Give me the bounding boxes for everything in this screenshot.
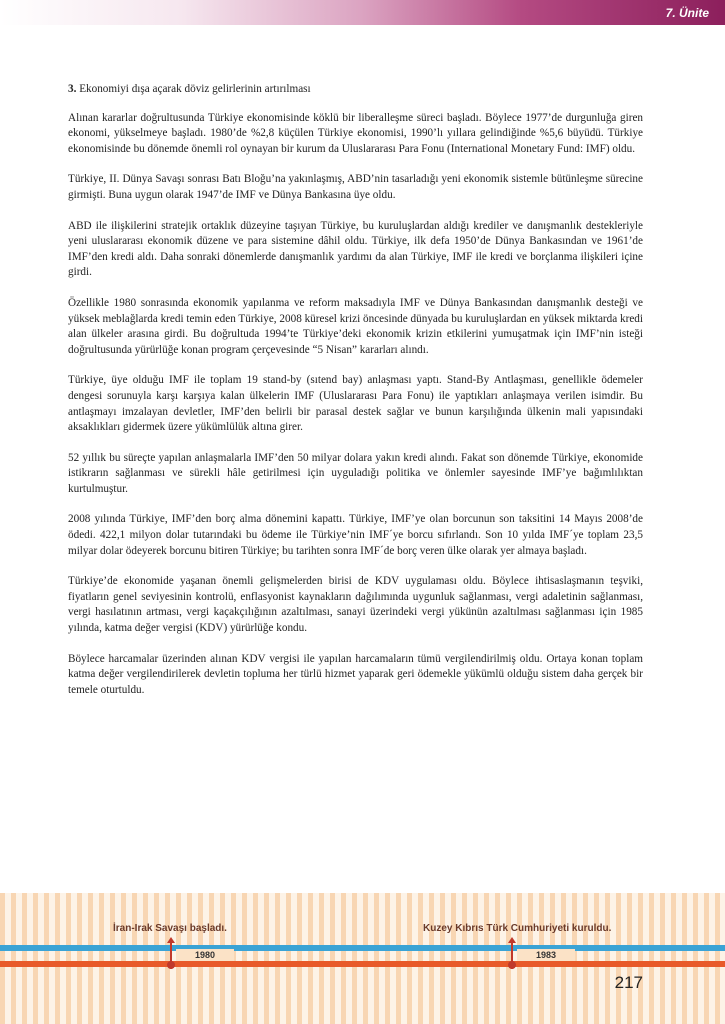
paragraph: Alınan kararlar doğrultusunda Türkiye ekonomisinde köklü bir liberalleşme süreci başladı. Böylece 1977’de durgunluğa giren ekonomi, yükselmeye başladı. 1980’de %2,8 küçülen Türkiye ekonomisi, 1990’lı yıllara gelindiğinde %5,6 büyüdü. Türkiye ekonomisinde bu dönemde önemli rol oynayan bir kurum da Uluslararası Para Fonu (International Monetary Fund: IMF) oldu. — [68, 111, 643, 155]
paragraph: Türkiye, II. Dünya Savaşı sonrası Batı Bloğu’na yakınlaşmış, ABD’nin tasarladığı yeni ekonomik sistemle bütünleşme sürecine girmişti. Buna uygun olarak 1947’de IMF ve Dünya Bankasına üye oldu. — [68, 173, 643, 201]
paragraph: ABD ile ilişkilerini stratejik ortaklık düzeyine taşıyan Türkiye, bu kuruluşlardan aldığı krediler ve danışmanlık destekleriyle yeni uluslararası ekonomik düzene ve para sistemine dâhil oldu. Türkiye, ilk defa 1950’de Dünya Bankasından ve 1961’de IMF’den kredi aldı. Daha sonraki dönemlerde danışmanlık yardımı da alan Türkiye, IMF ile kredi ve borçlanma ilişkileri içine girdi. — [68, 219, 643, 279]
timeline-year-1983: 1983 — [517, 949, 575, 961]
section-number: 3. — [68, 83, 77, 95]
timeline-year-1980: 1980 — [176, 949, 234, 961]
timeline-event-label: İran-Irak Savaşı başladı. — [113, 923, 227, 934]
section-title: Ekonomiyi dışa açarak döviz gelirlerinin artırılması — [76, 83, 311, 95]
timeline-event-label: Kuzey Kıbrıs Türk Cumhuriyeti kuruldu. — [423, 923, 612, 934]
timeline-band — [0, 893, 725, 1024]
section-heading — [68, 82, 643, 98]
unit-label: 7. Ünite — [665, 6, 709, 20]
paragraph: Türkiye, üye olduğu IMF ile toplam 19 stand-by (sıtend bay) anlaşması yaptı. Stand-By Antlaşması, genellikle ödemeler dengesi sorunuyla karşı karşıya kalan ülkelerin IMF (Uluslararası Para Fonu) ile yaptıkları anlaşmaya verilen isimdir. Bu antlaşmayı imzalayan devletler, IMF’den belirli bir parasal destek sağlar ve bunun karşılığında ülkenin mali yapısındaki aksaklıkları gidermek üzere yükümlülük altına girer. — [68, 374, 643, 434]
paragraph: 52 yıllık bu süreçte yapılan anlaşmalarla IMF’den 50 milyar dolara yakın kredi alındı. Fakat son dönemde Türkiye, ekonomide istikrarın sağlanması ve sürekli hâle getirilmesi için uyguladığı politika ve önlemler sayesinde IMF’ye bağımlılıktan kurtulmuştur. — [68, 451, 643, 495]
main-content — [68, 82, 643, 713]
paragraph: Özellikle 1980 sonrasında ekonomik yapılanma ve reform maksadıyla IMF ve Dünya Bankasından danışmanlık desteği ve yüksek meblağlarda kredi temin eden Türkiye, 2008 küresel krizi öncesinde dünyada bu kuruluşlardan en yüksek miktarda kredi alan ülkeler arasına girdi. Bu doğrultuda 1994’te Türkiye’deki ekonomik krizin etkilerini yumuşatmak için IMF’nin isteği doğrultusunda yürürlüğe konan program çerçevesinde “5 Nisan” kararları alındı. — [68, 296, 643, 356]
paragraph: 2008 yılında Türkiye, IMF’den borç alma dönemini kapattı. Türkiye, IMF’ye olan borcunun son taksitini 14 Mayıs 2008’de ödedi. 422,1 milyon dolar tutarındaki bu ödeme ile Türkiye’nin IMF´ye borcu sıfırlandı. Son 10 yılda IMF´ye toplam 23,5 milyar dolar ödeyerek borcunu bitiren Türkiye; bu tarihten sonra IMF´de borç veren ülke olarak yer almaya başladı. — [68, 513, 643, 557]
paragraph: Böylece harcamalar üzerinden alınan KDV vergisi ile yapılan harcamaların tümü vergilendirilmiş oldu. Ortaya konan toplam katma değer vergilendirilerek devletin topluma her türlü hizmet yaparak geri ödemekle yükümlü olduğu sistem daha gerçek bir temele oturtuldu. — [68, 652, 643, 696]
header-bar — [0, 0, 725, 25]
page-number: 217 — [614, 973, 643, 992]
timeline-orange-line — [0, 961, 725, 967]
marker-dot — [167, 961, 175, 969]
marker-dot — [508, 961, 516, 969]
timeline-blue-line — [0, 945, 725, 951]
paragraph: Türkiye’de ekonomide yaşanan önemli gelişmelerden birisi de KDV uygulaması oldu. Böylece ihtisaslaşmanın teşviki, fiyatların genel seviyesinin kontrolü, enflasyonist kaynakların dağılımında uygunluk sağlanması, vergi adaletinin sağlanması, vergi hasılatının artması, vergi kaçakçılığının azaltılması, sanayi üzerindeki vergi yükünün azaltılması sağlanması için 1985 yılında, katma değer vergisi (KDV) yürürlüğe kondu. — [68, 575, 643, 635]
